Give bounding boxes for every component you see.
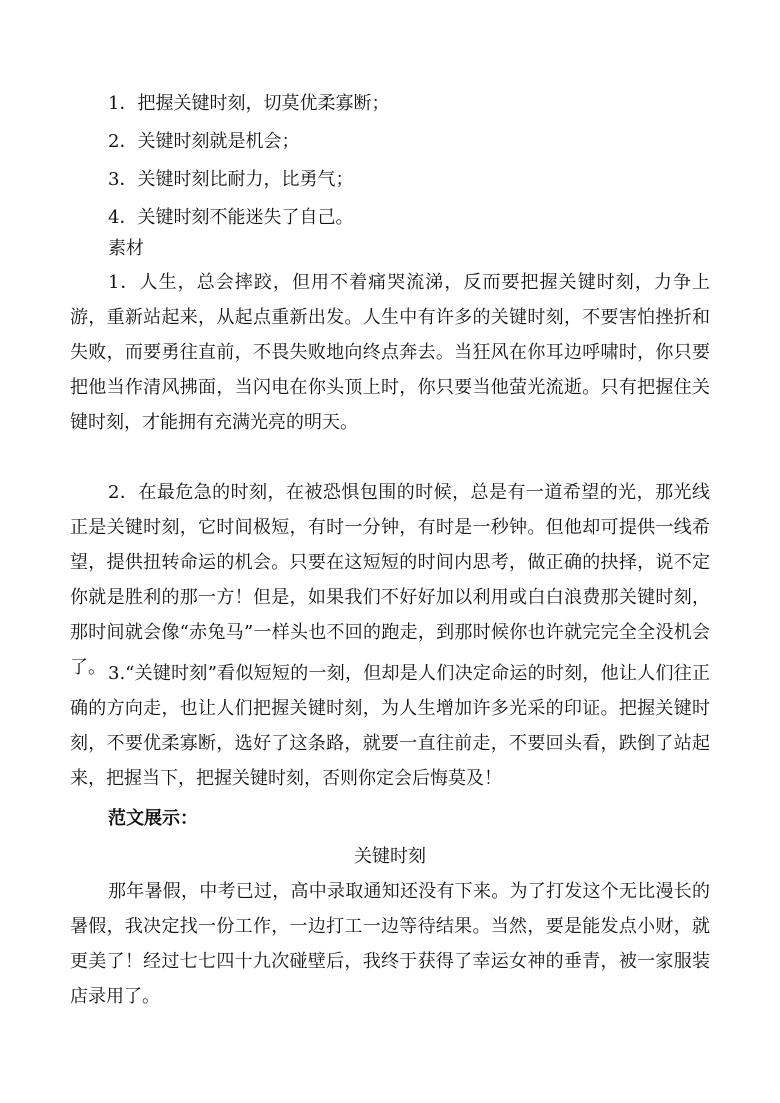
material-paragraph-2: 2．在最危急的时刻，在被恐惧包围的时候，总是有一道希望的光，那光线正是关键时刻，它时间极短，有时一分钟，有时是一秒钟。但他却可提供一线希望，提供扭转命运的机会。只要在这短短的时间内思考，做正确的抉择，说不定你就是胜利的那一方！但是，如果我们不好好加以利用或白白浪费那关键时刻，那时间就会像“赤兔马”一样头也不回的跑走，到那时候你也许就完完全全没机会了。 [70,482,710,679]
material-paragraph-3: 3.“关键时刻”看似短短的一刻，但却是人们决定命运的时刻，他让人们往正确的方向走，也让人们把握关键时刻，为人生增加许多光采的印证。把握关键时刻，不要优柔寡断，选好了这条路，就要一直往前走，不要回头看，跌倒了站起来，把握当下，把握关键时刻，否则你定会后悔莫及！ [70,663,710,790]
point-1: 1．把握关键时刻，切莫优柔寡断； [108,93,390,114]
essay-title: 关键时刻 [354,846,426,867]
point-3: 3．关键时刻比耐力，比勇气； [108,169,354,190]
material-paragraph-1: 1．人生，总会摔跤，但用不着痛哭流涕，反而要把握关键时刻，力争上游，重新站起来，从起点重新出发。人生中有许多的关键时刻，不要害怕挫折和失败，而要勇往直前，不畏失败地向终点奔去。当狂风在你耳边呼啸时，你只要把他当作清风拂面，当闪电在你头顶上时，你只要当他萤光流逝。只有把握住关键时刻，才能拥有充满光亮的明天。 [70,272,710,434]
sample-heading: 范文展示： [108,808,198,829]
essay-paragraph: 那年暑假，中考已过，高中录取通知还没有下来。为了打发这个无比漫长的暑假，我决定找一份工作，一边打工一边等待结果。当然，要是能发点小财，就更美了！经过七七四十九次碰壁后，我终于获得了幸运女神的垂青，被一家服装店录用了。 [70,881,710,1008]
material-heading: 素材 [108,238,144,259]
point-4: 4．关键时刻不能迷失了自己。 [108,207,354,228]
point-2: 2．关键时刻就是机会； [108,131,300,152]
